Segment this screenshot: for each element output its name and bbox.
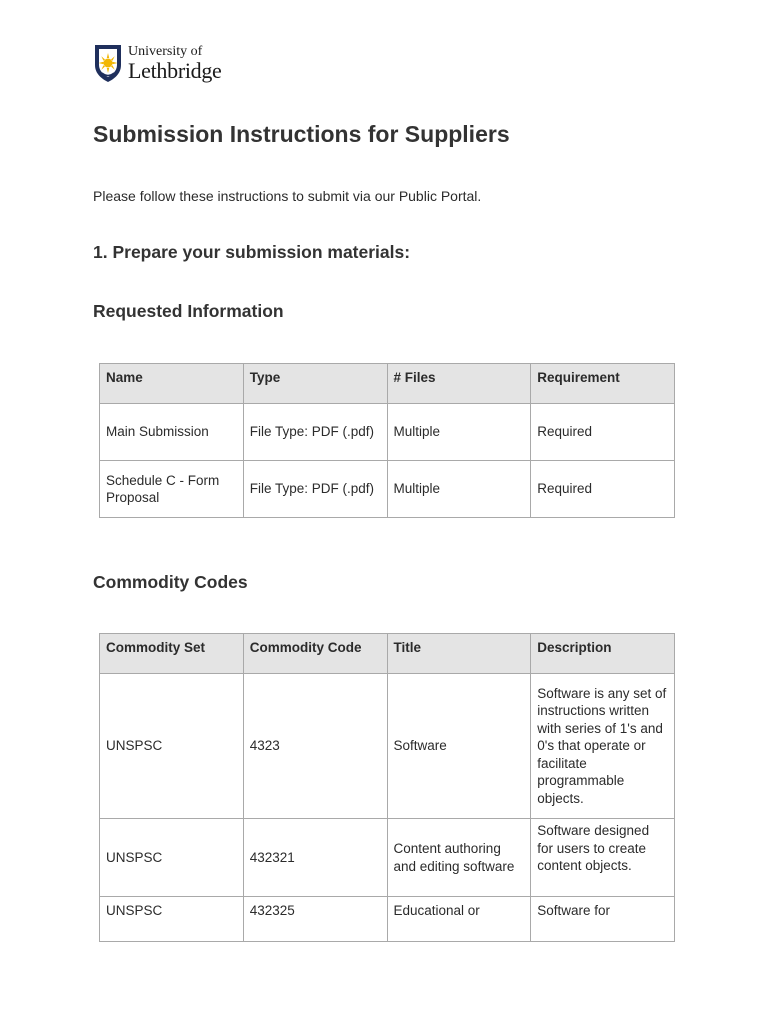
table-row [100,404,675,461]
table-cell: 432325 [243,897,387,942]
table-cell: Multiple [387,404,531,461]
table-cell: Software [387,674,531,819]
table-cell: Software designed for users to create content objects. [531,819,675,897]
column-header: Title [387,634,531,674]
table-row [100,461,675,518]
table-cell: Multiple [387,461,531,518]
page-title: Submission Instructions for Suppliers [93,121,510,147]
column-header: Requirement [531,364,675,404]
table-cell: 4323 [243,674,387,819]
table-cell: Required [531,461,675,518]
requested-info-table [99,363,675,518]
table-cell: Required [531,404,675,461]
university-logo [93,43,222,83]
table-cell: Software is any set of instructions written with series of 1's and 0's that operate or facilitate programmable objects. [531,674,675,819]
table-cell: UNSPSC [100,674,244,819]
table-row [100,897,675,942]
table-cell: Educational or [387,897,531,942]
commodity-codes-table [99,633,675,942]
table-header-row [100,634,675,674]
column-header: Commodity Set [100,634,244,674]
column-header: Type [243,364,387,404]
column-header: Commodity Code [243,634,387,674]
logo-line1: University of [128,44,203,59]
table-cell: Software for [531,897,675,942]
table-cell: File Type: PDF (.pdf) [243,461,387,518]
table-cell: UNSPSC [100,897,244,942]
table-cell: 432321 [243,819,387,897]
table-cell: Main Submission [100,404,244,461]
step1-heading: 1. Prepare your submission materials: [93,242,411,262]
table-row [100,674,675,819]
column-header: Description [531,634,675,674]
column-header: # Files [387,364,531,404]
table-cell: Content authoring and editing software [387,819,531,897]
table-cell: Schedule C - Form Proposal [100,461,244,518]
column-header: Name [100,364,244,404]
table-header-row [100,364,675,404]
commodity-codes-heading: Commodity Codes [93,572,248,592]
table-cell: UNSPSC [100,819,244,897]
intro-text: Please follow these instructions to submit via our Public Portal. [93,188,482,204]
table-row [100,819,675,897]
table-cell: File Type: PDF (.pdf) [243,404,387,461]
logo-wordmark [128,44,222,82]
crest-icon [93,43,123,83]
logo-line2: Lethbridge [128,58,222,83]
requested-info-heading: Requested Information [93,301,284,321]
